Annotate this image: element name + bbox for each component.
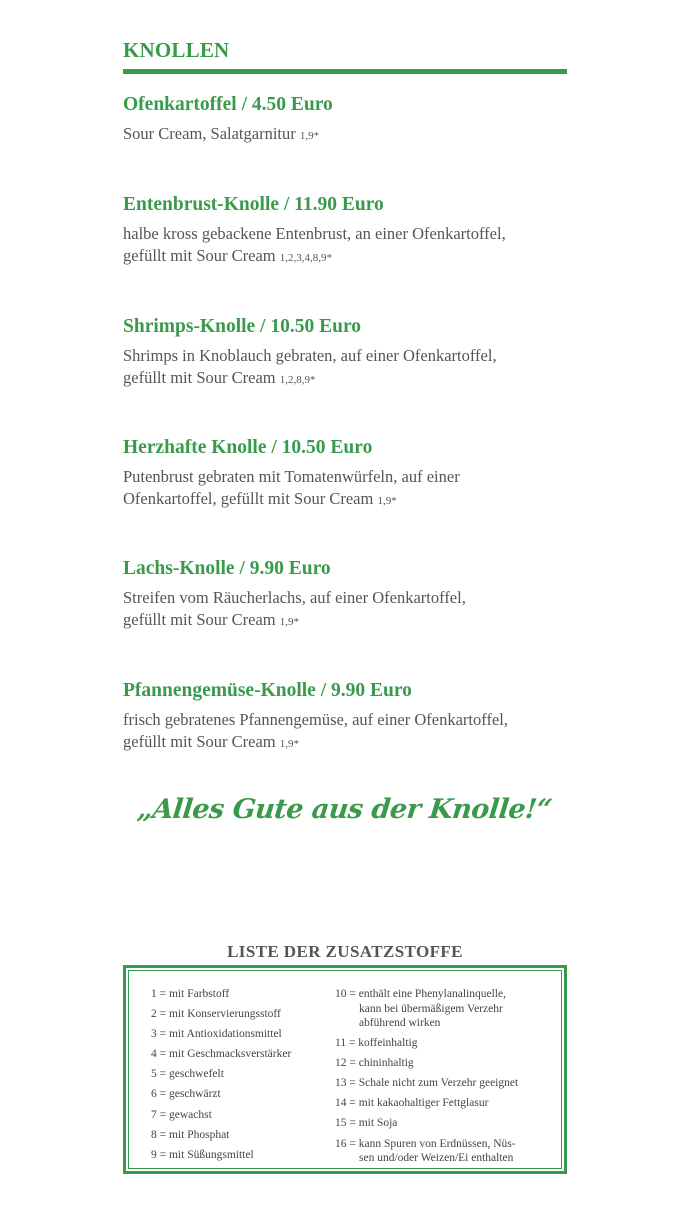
legend-entry xyxy=(151,1067,331,1082)
legend-entry xyxy=(151,1087,331,1102)
legend-entry xyxy=(335,1116,550,1131)
legend-entry-line: 2 = mit Konservierungsstoff xyxy=(151,1008,281,1021)
section-title: KNOLLEN xyxy=(123,38,230,62)
legend-entry-line: 7 = gewachst xyxy=(151,1108,212,1121)
legend-column-left xyxy=(151,987,331,1168)
allergen-codes: 1,9* xyxy=(279,738,299,750)
menu-item-description-line: frisch gebratenes Pfannengemüse, auf einer Ofenkartoffel, xyxy=(123,710,508,729)
legend-column-right xyxy=(335,987,550,1171)
legend-entry-line: 15 = mit Soja xyxy=(335,1117,398,1130)
menu-item-description-line: Putenbrust gebraten mit Tomatenwürfeln, auf einer xyxy=(123,467,460,486)
legend-entry xyxy=(151,1027,331,1042)
legend-entry xyxy=(151,1108,331,1123)
legend-entry-line: 8 = mit Phosphat xyxy=(151,1128,230,1141)
menu-item-description xyxy=(123,223,573,269)
legend-entry-line: 1 = mit Farbstoff xyxy=(151,988,230,1000)
legend-entry-line: sen und/oder Weizen/Ei enthalten xyxy=(359,1152,514,1165)
legend-entry-line: kann bei übermäßigem Verzehr xyxy=(359,1002,503,1015)
menu-item-description-line: halbe kross gebackene Entenbrust, an einer Ofenkartoffel, xyxy=(123,224,506,243)
menu-item-description-line: Sour Cream, Salatgarnitur xyxy=(123,124,296,143)
menu-item-name: Herzhafte Knolle / 10.50 Euro xyxy=(123,437,373,458)
legend-inner-frame xyxy=(128,970,562,1169)
legend-entry xyxy=(151,987,331,1002)
menu-item-description-line: gefüllt mit Sour Cream xyxy=(123,610,276,629)
legend-entry-line: 14 = mit kakaohaltiger Fettglasur xyxy=(335,1097,489,1110)
title-divider xyxy=(123,69,567,74)
menu-item-description-line: Shrimps in Knoblauch gebraten, auf einer Ofenkartoffel, xyxy=(123,346,497,365)
legend-entry xyxy=(335,987,550,1031)
slogan: „Alles Gute aus der Knolle!“ xyxy=(135,794,554,825)
legend-entry xyxy=(335,1137,550,1166)
menu-item-name: Entenbrust-Knolle / 11.90 Euro xyxy=(123,194,384,215)
legend-box xyxy=(123,965,567,1174)
menu-item xyxy=(123,193,573,269)
menu-item-name: Lachs-Knolle / 9.90 Euro xyxy=(123,558,331,579)
allergen-codes: 1,9* xyxy=(279,616,299,628)
menu-item-description xyxy=(123,345,573,391)
legend-entry-line: 12 = chininhaltig xyxy=(335,1057,414,1070)
legend-entry xyxy=(151,1007,331,1022)
menu-item-description-line: gefüllt mit Sour Cream xyxy=(123,732,276,751)
legend-entry-line: 6 = geschwärzt xyxy=(151,1088,221,1101)
allergen-codes: 1,2,3,4,8,9* xyxy=(279,252,332,264)
legend-entry xyxy=(335,1036,550,1051)
legend-entry-line: 4 = mit Geschmacksverstärker xyxy=(151,1048,292,1061)
menu-item-description-line: gefüllt mit Sour Cream xyxy=(123,368,276,387)
legend-entry-line: 5 = geschwefelt xyxy=(151,1068,224,1081)
menu-item xyxy=(123,436,573,512)
legend-entry xyxy=(335,1056,550,1071)
menu-item-description-line: Ofenkartoffel, gefüllt mit Sour Cream xyxy=(123,489,374,508)
menu-item xyxy=(123,557,573,633)
allergen-codes: 1,2,8,9* xyxy=(279,374,316,386)
menu-item-description xyxy=(123,123,573,147)
menu-item xyxy=(123,315,573,391)
legend-entry xyxy=(335,1076,550,1091)
menu-item-description xyxy=(123,587,573,633)
menu-item-name: Shrimps-Knolle / 10.50 Euro xyxy=(123,316,362,337)
menu-item-description xyxy=(123,709,573,755)
menu-item-name: Pfannengemüse-Knolle / 9.90 Euro xyxy=(123,680,412,701)
legend-entry-line: abführend wirken xyxy=(359,1017,441,1029)
menu-item-name: Ofenkartoffel / 4.50 Euro xyxy=(123,94,333,115)
legend-entry-line: 9 = mit Süßungsmittel xyxy=(151,1148,254,1161)
allergen-codes: 1,9* xyxy=(377,495,397,507)
legend-entry-line: 11 = koffeinhaltig xyxy=(335,1037,418,1050)
legend-entry-line: 3 = mit Antioxidationsmittel xyxy=(151,1028,282,1041)
legend-entry xyxy=(151,1128,331,1143)
menu-item xyxy=(123,679,573,755)
legend-entry-line: 10 = enthält eine Phenylanalinquelle, xyxy=(335,988,506,1000)
legend-entry xyxy=(151,1047,331,1062)
menu-item-description xyxy=(123,466,573,512)
menu-item-description-line: Streifen vom Räucherlachs, auf einer Ofenkartoffel, xyxy=(123,588,466,607)
legend-entry xyxy=(335,1096,550,1111)
menu-item xyxy=(123,93,573,147)
allergen-codes: 1,9* xyxy=(299,130,320,142)
legend-entry-line: 16 = kann Spuren von Erdnüssen, Nüs- xyxy=(335,1137,516,1150)
legend-entry xyxy=(151,1148,331,1163)
legend-entry-line: 13 = Schale nicht zum Verzehr geeignet xyxy=(335,1077,519,1090)
menu-item-description-line: gefüllt mit Sour Cream xyxy=(123,246,276,265)
legend-title: LISTE DER ZUSATZSTOFFE xyxy=(227,942,463,961)
